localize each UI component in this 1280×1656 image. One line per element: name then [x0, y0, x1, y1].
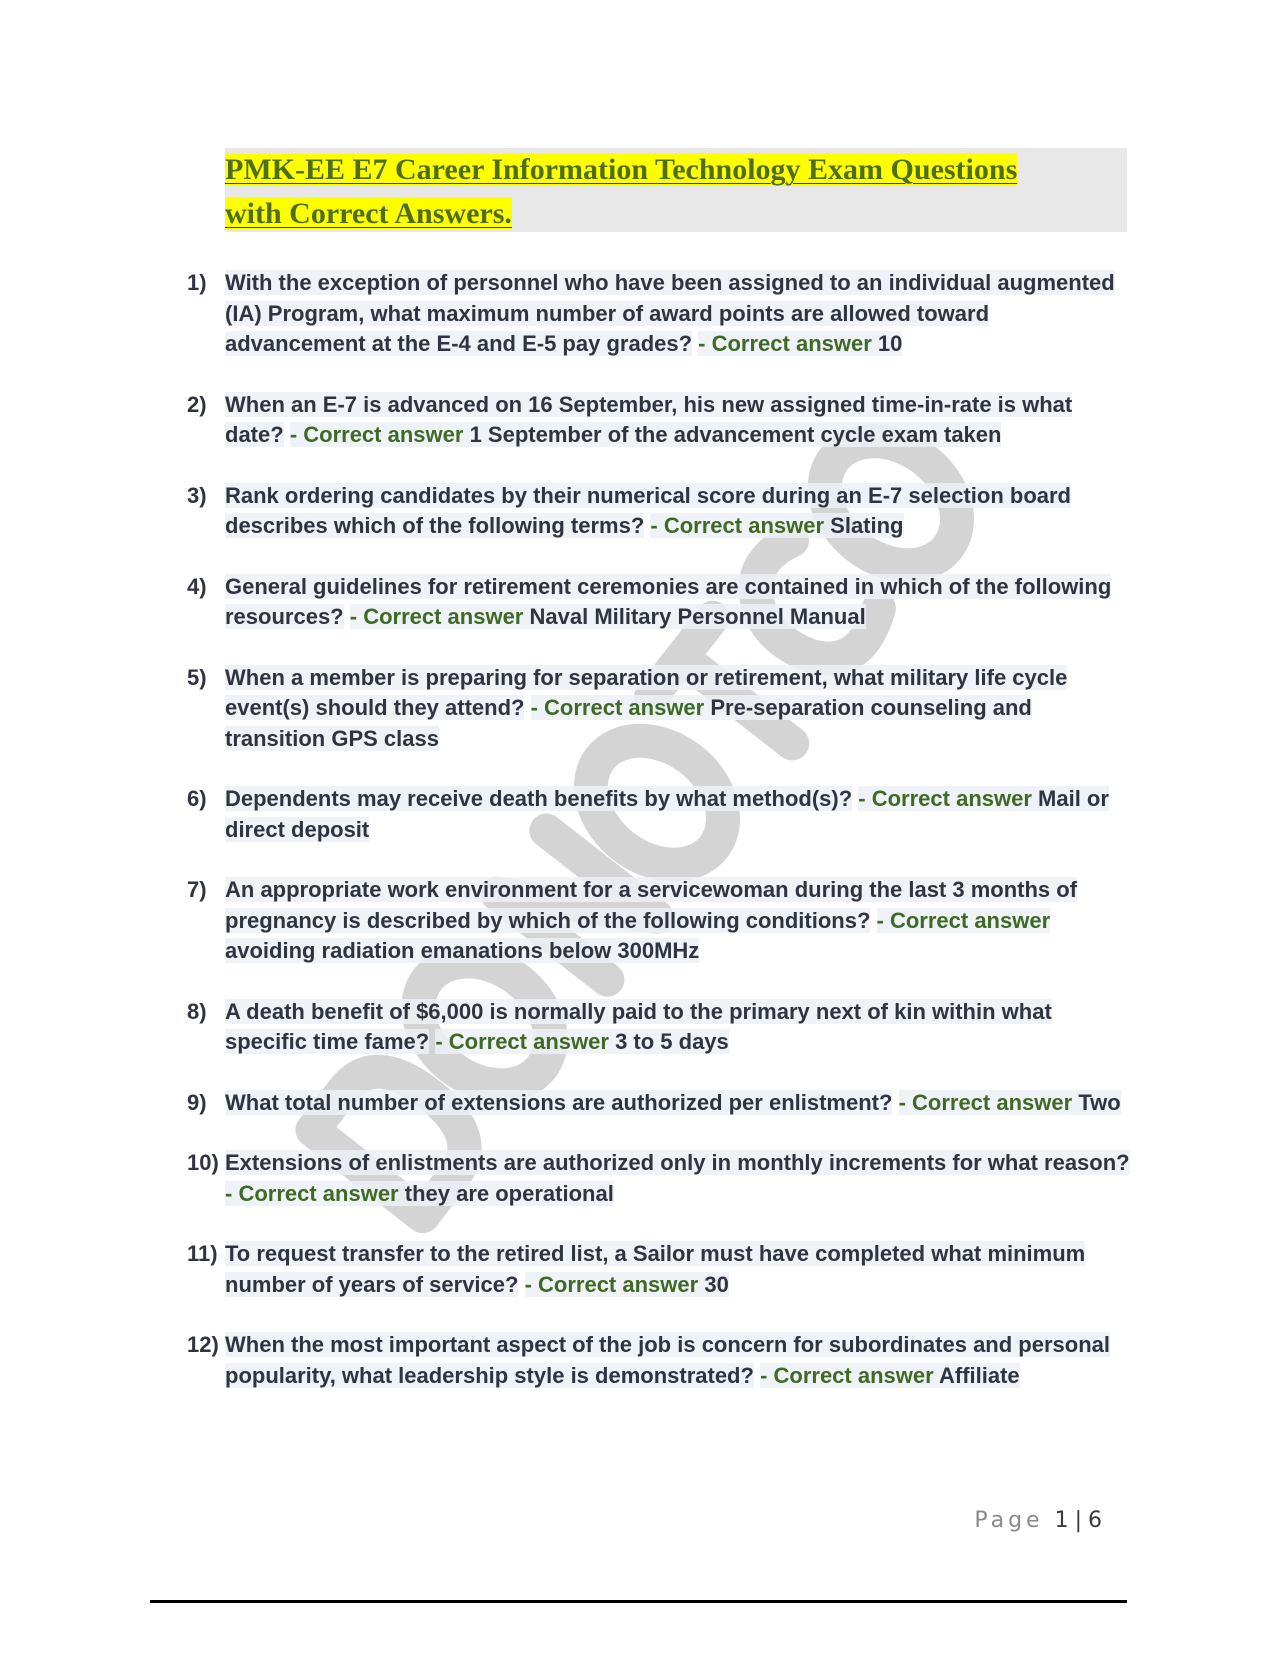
question-body	[225, 1330, 1131, 1391]
answer-label: - Correct answer	[435, 1029, 609, 1054]
answer-text: 3 to 5 days	[615, 1029, 729, 1054]
answer-label: - Correct answer	[698, 331, 872, 356]
answer-label: - Correct answer	[289, 422, 464, 447]
answer-text: they are operational	[404, 1180, 614, 1206]
question-text: Extensions of enlistments are authorized only in monthly increments for what reason?	[225, 1150, 1130, 1175]
question-text: General guidelines for retirement ceremonies are contained in which of the following resources?	[225, 573, 1112, 629]
question-text: Dependents may receive death benefits by what method(s)?	[225, 786, 853, 811]
question-body	[225, 875, 1131, 967]
question-item	[187, 997, 1131, 1058]
question-text: When a member is preparing for separation or retirement, what military life cycle event(s) should they attend?	[225, 664, 1068, 720]
question-number: 2)	[187, 391, 207, 417]
question-item	[187, 1148, 1131, 1209]
answer-text: 10	[877, 331, 903, 356]
question-number: 7)	[187, 877, 207, 902]
question-item	[187, 1088, 1131, 1119]
page-number	[974, 1508, 1102, 1533]
question-text: A death benefit of $6,000 is normally paid to the primary next of kin within what specific time fame?	[225, 998, 1052, 1054]
question-text: When the most important aspect of the job is concern for subordinates and personal popularity, what leadership style is demonstrated?	[225, 1332, 1110, 1388]
answer-label: - Correct answer	[898, 1089, 1073, 1115]
page-word: Page	[974, 1508, 1044, 1533]
question-item	[187, 481, 1131, 542]
answer-label: - Correct answer	[858, 786, 1032, 811]
title-block	[225, 148, 1127, 232]
answer-label: - Correct answer	[349, 604, 524, 629]
question-item	[187, 390, 1131, 451]
question-body	[225, 390, 1131, 451]
question-text: What total number of extensions are authorized per enlistment?	[225, 1089, 893, 1115]
question-body	[225, 1148, 1131, 1209]
question-item	[187, 663, 1131, 755]
answer-label: - Correct answer	[876, 907, 1051, 933]
answer-label: - Correct answer	[530, 695, 705, 720]
title-line-2: with Correct Answers.	[225, 197, 512, 230]
answer-text: Slating	[830, 513, 904, 538]
answer-text: 30	[704, 1271, 729, 1297]
answer-text: Pre-separation counseling and transition GPS class	[225, 695, 1032, 751]
question-number: 9)	[187, 1089, 207, 1115]
answer-text: Two	[1078, 1089, 1121, 1115]
answer-label: - Correct answer	[760, 1362, 934, 1388]
question-number: 3)	[187, 482, 207, 508]
question-list	[187, 268, 1131, 1421]
question-number: 1)	[187, 270, 207, 295]
answer-text: Naval Military Personnel Manual	[529, 604, 866, 629]
question-body	[225, 784, 1131, 845]
question-text: Rank ordering candidates by their numerical score during an E-7 selection board describes which of the following terms?	[225, 482, 1071, 538]
question-text: With the exception of personnel who have been assigned to an individual augmented (IA) Program, what maximum number of award points are allowed toward advancement at the E-4 and E-5 pay grades?	[225, 270, 1115, 356]
question-number: 6)	[187, 786, 207, 811]
question-text: To request transfer to the retired list, a Sailor must have completed what minimum number of years of service?	[225, 1241, 1086, 1297]
answer-text: 1 September of the advancement cycle exam taken	[469, 422, 1002, 447]
page-separator: |	[1074, 1508, 1082, 1533]
answer-label: - Correct answer	[524, 1271, 699, 1297]
question-number: 5)	[187, 664, 207, 690]
question-body	[225, 268, 1131, 360]
question-item	[187, 572, 1131, 633]
current-page: 1	[1054, 1508, 1069, 1533]
question-text: When an E-7 is advanced on 16 September, his new assigned time-in-rate is what date?	[225, 391, 1073, 447]
question-body	[225, 572, 1131, 633]
question-body	[225, 1088, 1131, 1119]
question-body	[225, 663, 1131, 755]
question-body	[225, 481, 1131, 542]
question-number: 10)	[187, 1150, 219, 1175]
title-line-1: PMK-EE E7 Career Information Technology Exam Questions	[225, 153, 1018, 186]
question-number: 4)	[187, 573, 207, 599]
question-number: 12)	[187, 1332, 219, 1357]
document-title	[225, 148, 1127, 236]
footer-divider	[150, 1600, 1127, 1603]
answer-text: Mail or direct deposit	[225, 786, 1109, 842]
question-item	[187, 875, 1131, 967]
answer-text: Affiliate	[938, 1362, 1020, 1388]
question-item	[187, 268, 1131, 360]
question-number: 8)	[187, 998, 207, 1024]
question-body	[225, 1239, 1131, 1300]
question-body	[225, 997, 1131, 1058]
question-item	[187, 784, 1131, 845]
question-number: 11)	[187, 1241, 218, 1266]
question-item	[187, 1239, 1131, 1300]
total-pages: 6	[1088, 1508, 1102, 1533]
question-item	[187, 1330, 1131, 1391]
answer-label: - Correct answer	[650, 513, 825, 538]
question-text: An appropriate work environment for a servicewoman during the last 3 months of pregnancy is described by which of the following conditions?	[225, 877, 1078, 933]
answer-text: avoiding radiation emanations below 300MHz	[225, 938, 700, 963]
answer-label: - Correct answer	[225, 1180, 399, 1206]
